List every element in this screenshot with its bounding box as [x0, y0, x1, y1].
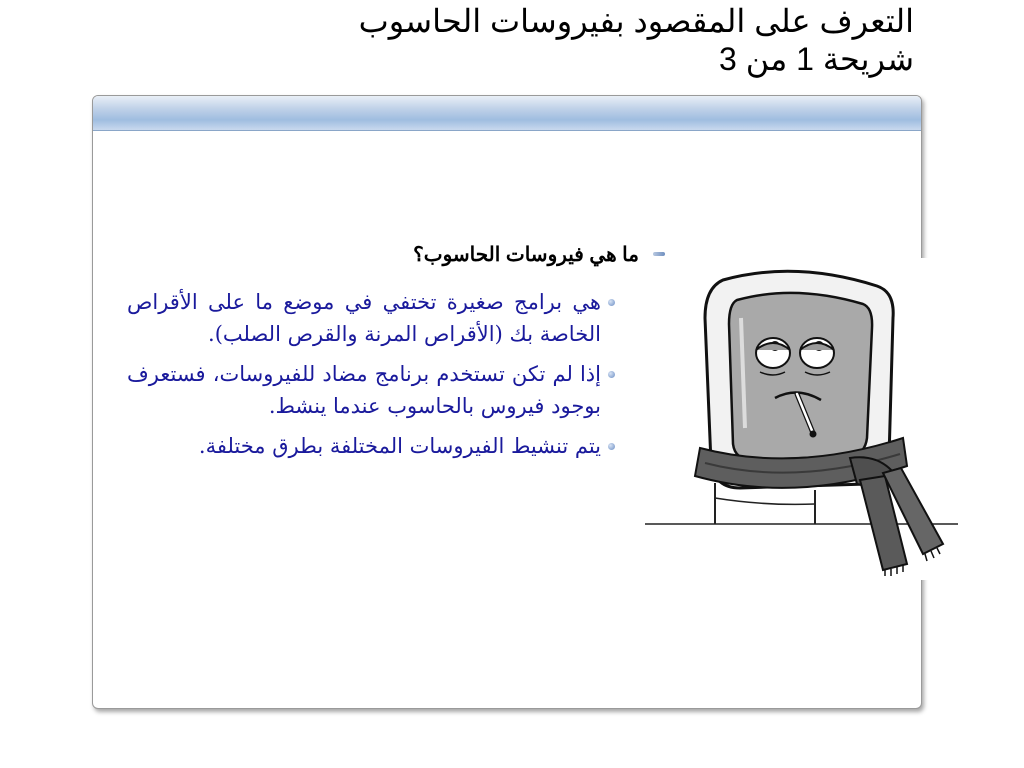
- bullet-list: [127, 286, 615, 462]
- title-line-2: شريحة 1 من 3: [719, 41, 914, 77]
- section-heading: ما هي فيروسات الحاسوب؟: [413, 244, 639, 266]
- bullet-text: يتم تنشيط الفيروسات المختلفة بطرق مختلفة.: [198, 434, 601, 458]
- sick-computer-icon: [645, 258, 958, 580]
- content-area: [105, 240, 665, 470]
- bullet-text: هي برامج صغيرة تختفي في موضع ما على الأقراص الخاصة بك (الأقراص المرنة والقرص الصلب).: [127, 290, 601, 346]
- bullet-text: إذا لم تكن تستخدم برنامج مضاد للفيروسات، فستعرف بوجود فيروس بالحاسوب عندما ينشط.: [127, 362, 601, 418]
- bullet-item: [127, 358, 615, 422]
- bullet-item: [127, 430, 615, 462]
- dash-bullet-icon: [653, 252, 665, 256]
- bullet-dot-icon: [608, 299, 615, 306]
- bullet-dot-icon: [608, 443, 615, 450]
- slide-title: [114, 2, 914, 78]
- heading-row: [105, 240, 665, 272]
- title-line-1: التعرف على المقصود بفيروسات الحاسوب: [358, 3, 914, 39]
- panel-header-bar: [93, 96, 921, 131]
- bullet-dot-icon: [608, 371, 615, 378]
- bullet-item: [127, 286, 615, 350]
